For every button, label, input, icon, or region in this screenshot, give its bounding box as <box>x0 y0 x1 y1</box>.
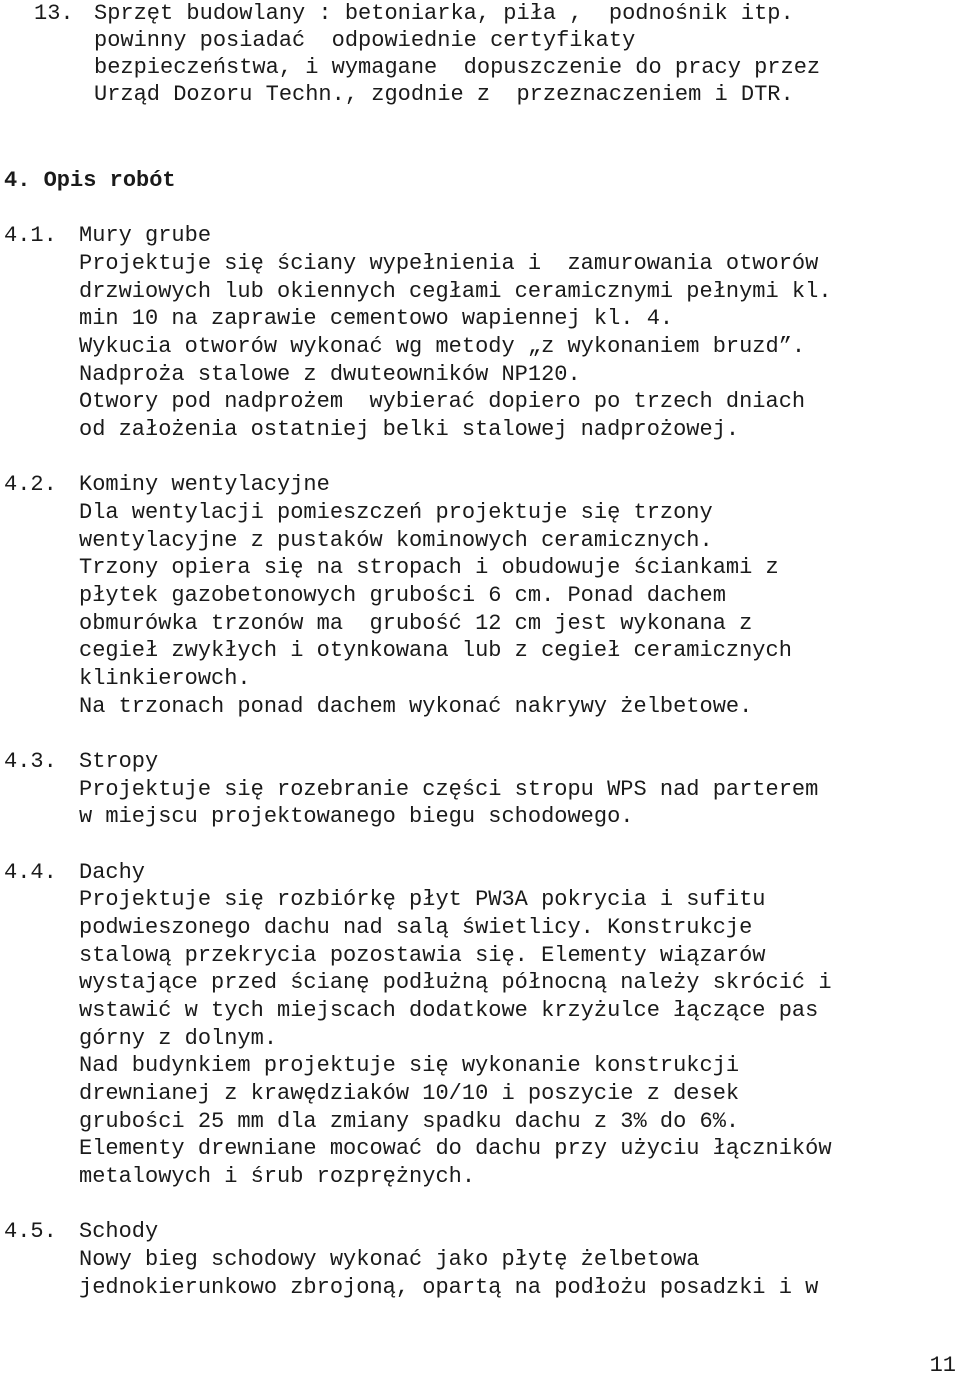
subsection-number: 4.5. <box>4 1219 57 1244</box>
point-13-line: bezpieczeństwa, i wymagane dopuszczenie do pracy przez <box>94 55 821 80</box>
point-13-line: Sprzęt budowlany : betoniarka, piła , podnośnik itp. <box>94 1 794 26</box>
subsection-title: Dachy <box>79 860 146 885</box>
page-number: 11 <box>929 1353 956 1378</box>
subsection-number: 4.2. <box>4 472 57 497</box>
paragraph-line: Projektuje się ściany wypełnienia i zamurowania otworów <box>79 251 819 276</box>
paragraph-line: płytek gazobetonowych grubości 6 cm. Ponad dachem <box>79 583 726 608</box>
paragraph-line: Nowy bieg schodowy wykonać jako płytę żelbetowa <box>79 1247 700 1272</box>
paragraph-line: od założenia ostatniej belki stalowej nadprożowej. <box>79 417 740 442</box>
paragraph-line: Projektuje się rozebranie części stropu WPS nad parterem <box>79 777 819 802</box>
paragraph-line: Na trzonach ponad dachem wykonać nakrywy żelbetowe. <box>79 694 753 719</box>
subsection-number: 4.4. <box>4 860 57 885</box>
subsection-number: 4.3. <box>4 749 57 774</box>
subsection-title: Schody <box>79 1219 159 1244</box>
paragraph-line: wentylacyjne z pustaków kominowych ceramicznych. <box>79 528 713 553</box>
point-13-line: Urząd Dozoru Techn., zgodnie z przeznaczeniem i DTR. <box>94 82 794 107</box>
point-13-number: 13. <box>34 1 74 26</box>
paragraph-line: drewnianej z krawędziaków 10/10 i poszycie z desek <box>79 1081 740 1106</box>
subsection-number: 4.1. <box>4 223 57 248</box>
paragraph-line: podwieszonego dachu nad salą świetlicy. Konstrukcje <box>79 915 753 940</box>
paragraph-line: metalowych i śrub rozprężnych. <box>79 1164 476 1189</box>
paragraph-line: Projektuje się rozbiórkę płyt PW3A pokrycia i sufitu <box>79 887 766 912</box>
paragraph-line: górny z dolnym. <box>79 1026 278 1051</box>
subsection-title: Stropy <box>79 749 159 774</box>
paragraph-line: grubości 25 mm dla zmiany spadku dachu z 3% do 6%. <box>79 1109 740 1134</box>
subsection-title: Mury grube <box>79 223 212 248</box>
paragraph-line: wystające przed ścianę podłużną północną należy skrócić i <box>79 970 832 995</box>
paragraph-line: Nadproża stalowe z dwuteowników NP120. <box>79 362 581 387</box>
paragraph-line: min 10 na zaprawie cementowo wapiennej kl. 4. <box>79 306 674 331</box>
paragraph-line: w miejscu projektowanego biegu schodowego. <box>79 804 634 829</box>
paragraph-line: Wykucia otworów wykonać wg metody „z wykonaniem bruzd”. <box>79 334 806 359</box>
section-heading: 4. Opis robót <box>4 168 176 193</box>
paragraph-line: jednokierunkowo zbrojoną, opartą na podłożu posadzki i w <box>79 1275 819 1300</box>
paragraph-line: Trzony opiera się na stropach i obudowuje ściankami z <box>79 555 779 580</box>
paragraph-line: Dla wentylacji pomieszczeń projektuje się trzony <box>79 500 713 525</box>
paragraph-line: Nad budynkiem projektuje się wykonanie konstrukcji <box>79 1053 740 1078</box>
point-13-line: powinny posiadać odpowiednie certyfikaty <box>94 28 636 53</box>
subsection-title: Kominy wentylacyjne <box>79 472 330 497</box>
paragraph-line: drzwiowych lub okiennych cegłami ceramicznymi pełnymi kl. <box>79 279 832 304</box>
paragraph-line: Otwory pod nadprożem wybierać dopiero po trzech dniach <box>79 389 806 414</box>
paragraph-line: stalową przekrycia pozostawia się. Elementy wiązarów <box>79 943 766 968</box>
paragraph-line: klinkierowch. <box>79 666 251 691</box>
paragraph-line: Elementy drewniane mocować do dachu przy użyciu łączników <box>79 1136 832 1161</box>
paragraph-line: obmurówka trzonów ma grubość 12 cm jest wykonana z <box>79 611 753 636</box>
paragraph-line: wstawić w tych miejscach dodatkowe krzyżulce łączące pas <box>79 998 819 1023</box>
paragraph-line: cegieł zwykłych i otynkowana lub z cegieł ceramicznych <box>79 638 792 663</box>
